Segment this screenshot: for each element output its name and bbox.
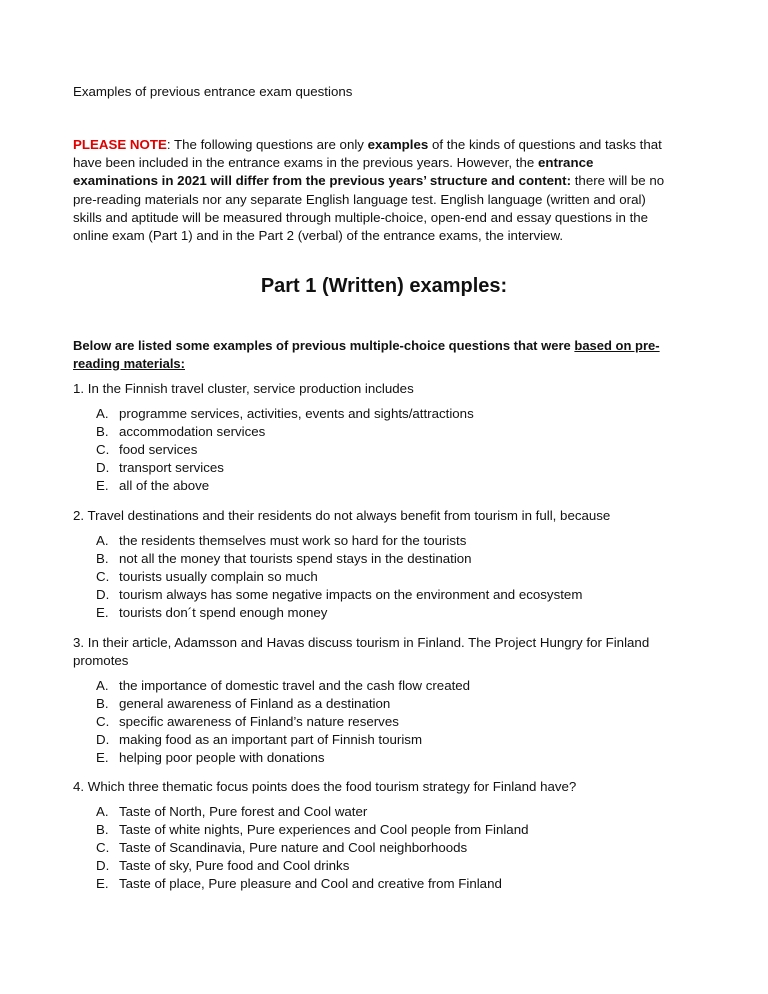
option [96,586,676,604]
option [96,731,676,749]
option [96,532,676,550]
option [96,405,676,423]
note-text-2: of the kinds of questions and tasks that have been included in the entrance exams in the previous years. However, the [73,137,662,171]
option-letter: E. [96,749,109,765]
option-text: tourists usually complain so much [119,568,318,584]
option-letter: C. [96,713,110,729]
option-text: all of the above [119,477,210,493]
document-heading: Examples of previous entrance exam questions [73,84,353,99]
option-text: specific awareness of Finland’s nature reserves [119,713,399,729]
option [96,441,676,459]
question-1: 1. In the Finnish travel cluster, service production includes [73,381,414,396]
option-letter: D. [96,731,110,747]
note-bold-1: examples [367,137,429,152]
option [96,550,676,568]
part-title: Part 1 (Written) examples: [260,275,508,297]
option-letter: C. [96,568,110,584]
option [96,821,676,839]
option-letter: E. [96,477,109,493]
question-2: 2. Travel destinations and their residents do not always benefit from tourism in full, because [73,508,611,523]
option-text: programme services, activities, events and sights/attractions [119,406,474,421]
note-bold-2: entrance examinations in 2021 will differ from the previous years’ structure and content: [73,155,594,189]
note-text-1: : The following questions are only [166,137,368,152]
option-letter: D. [96,857,110,873]
option-letter: B. [96,550,109,566]
option-letter: E. [96,875,109,891]
option [96,803,676,821]
question-4: 4. Which three thematic focus points does the food tourism strategy for Finland have? [73,779,577,794]
note-paragraph [73,136,678,245]
intro-paragraph [73,337,683,372]
option-text: Taste of white nights, Pure experiences and Cool people from Finland [119,821,529,837]
option-letter: D. [96,459,110,475]
option-letter: D. [96,586,110,602]
option-text: the residents themselves must work so hard for the tourists [119,533,467,548]
option-letter: A. [96,678,109,693]
intro-text: Below are listed some examples of previous multiple-choice questions that were [73,338,575,353]
option-letter: E. [96,604,109,620]
option-text: general awareness of Finland as a destination [119,695,391,711]
option-letter: A. [96,533,109,548]
option-text: food services [119,441,198,457]
option [96,749,676,767]
option-text: Taste of Scandinavia, Pure nature and Cool neighborhoods [119,839,468,855]
option-text: accommodation services [119,423,266,439]
option [96,677,676,695]
option-text: the importance of domestic travel and the cash flow created [119,678,471,693]
note-label: PLEASE NOTE [73,137,167,152]
option-letter: C. [96,839,110,855]
question-3-options [96,677,676,766]
option [96,857,676,875]
option [96,459,676,477]
option-text: helping poor people with donations [119,749,325,765]
option [96,875,676,893]
option [96,713,676,731]
option-text: Taste of North, Pure forest and Cool water [119,804,368,819]
option-text: tourists don´t spend enough money [119,604,328,620]
question-2-options [96,532,676,621]
option-letter: B. [96,423,109,439]
option-letter: C. [96,441,110,457]
note-text-3: there will be no pre-reading materials nor any separate English language test. English language (written and oral) skills and aptitude will be measured through multiple-choice, open-end and essay questions in the online exam (Part 1) and in the Part 2 (verbal) of the entrance exams, the interview. [73,173,665,244]
option-letter: B. [96,695,109,711]
option-text: Taste of place, Pure pleasure and Cool and creative from Finland [119,875,502,891]
question-4-options [96,803,676,892]
option-text: not all the money that tourists spend stays in the destination [119,550,472,566]
option [96,423,676,441]
question-1-options [96,405,676,494]
option-text: Taste of sky, Pure food and Cool drinks [119,857,350,873]
option-text: tourism always has some negative impacts on the environment and ecosystem [119,586,583,602]
option-letter: B. [96,821,109,837]
option-text: transport services [119,459,224,475]
option [96,568,676,586]
option [96,839,676,857]
option-letter: A. [96,406,109,421]
option [96,695,676,713]
question-3: 3. In their article, Adamsson and Havas discuss tourism in Finland. The Project Hungry for Finland promotes [73,635,650,668]
option [96,604,676,622]
option-letter: A. [96,804,109,819]
option-text: making food as an important part of Finnish tourism [119,731,423,747]
option [96,477,676,495]
intro-underlined: based on pre-reading materials: [73,338,660,371]
